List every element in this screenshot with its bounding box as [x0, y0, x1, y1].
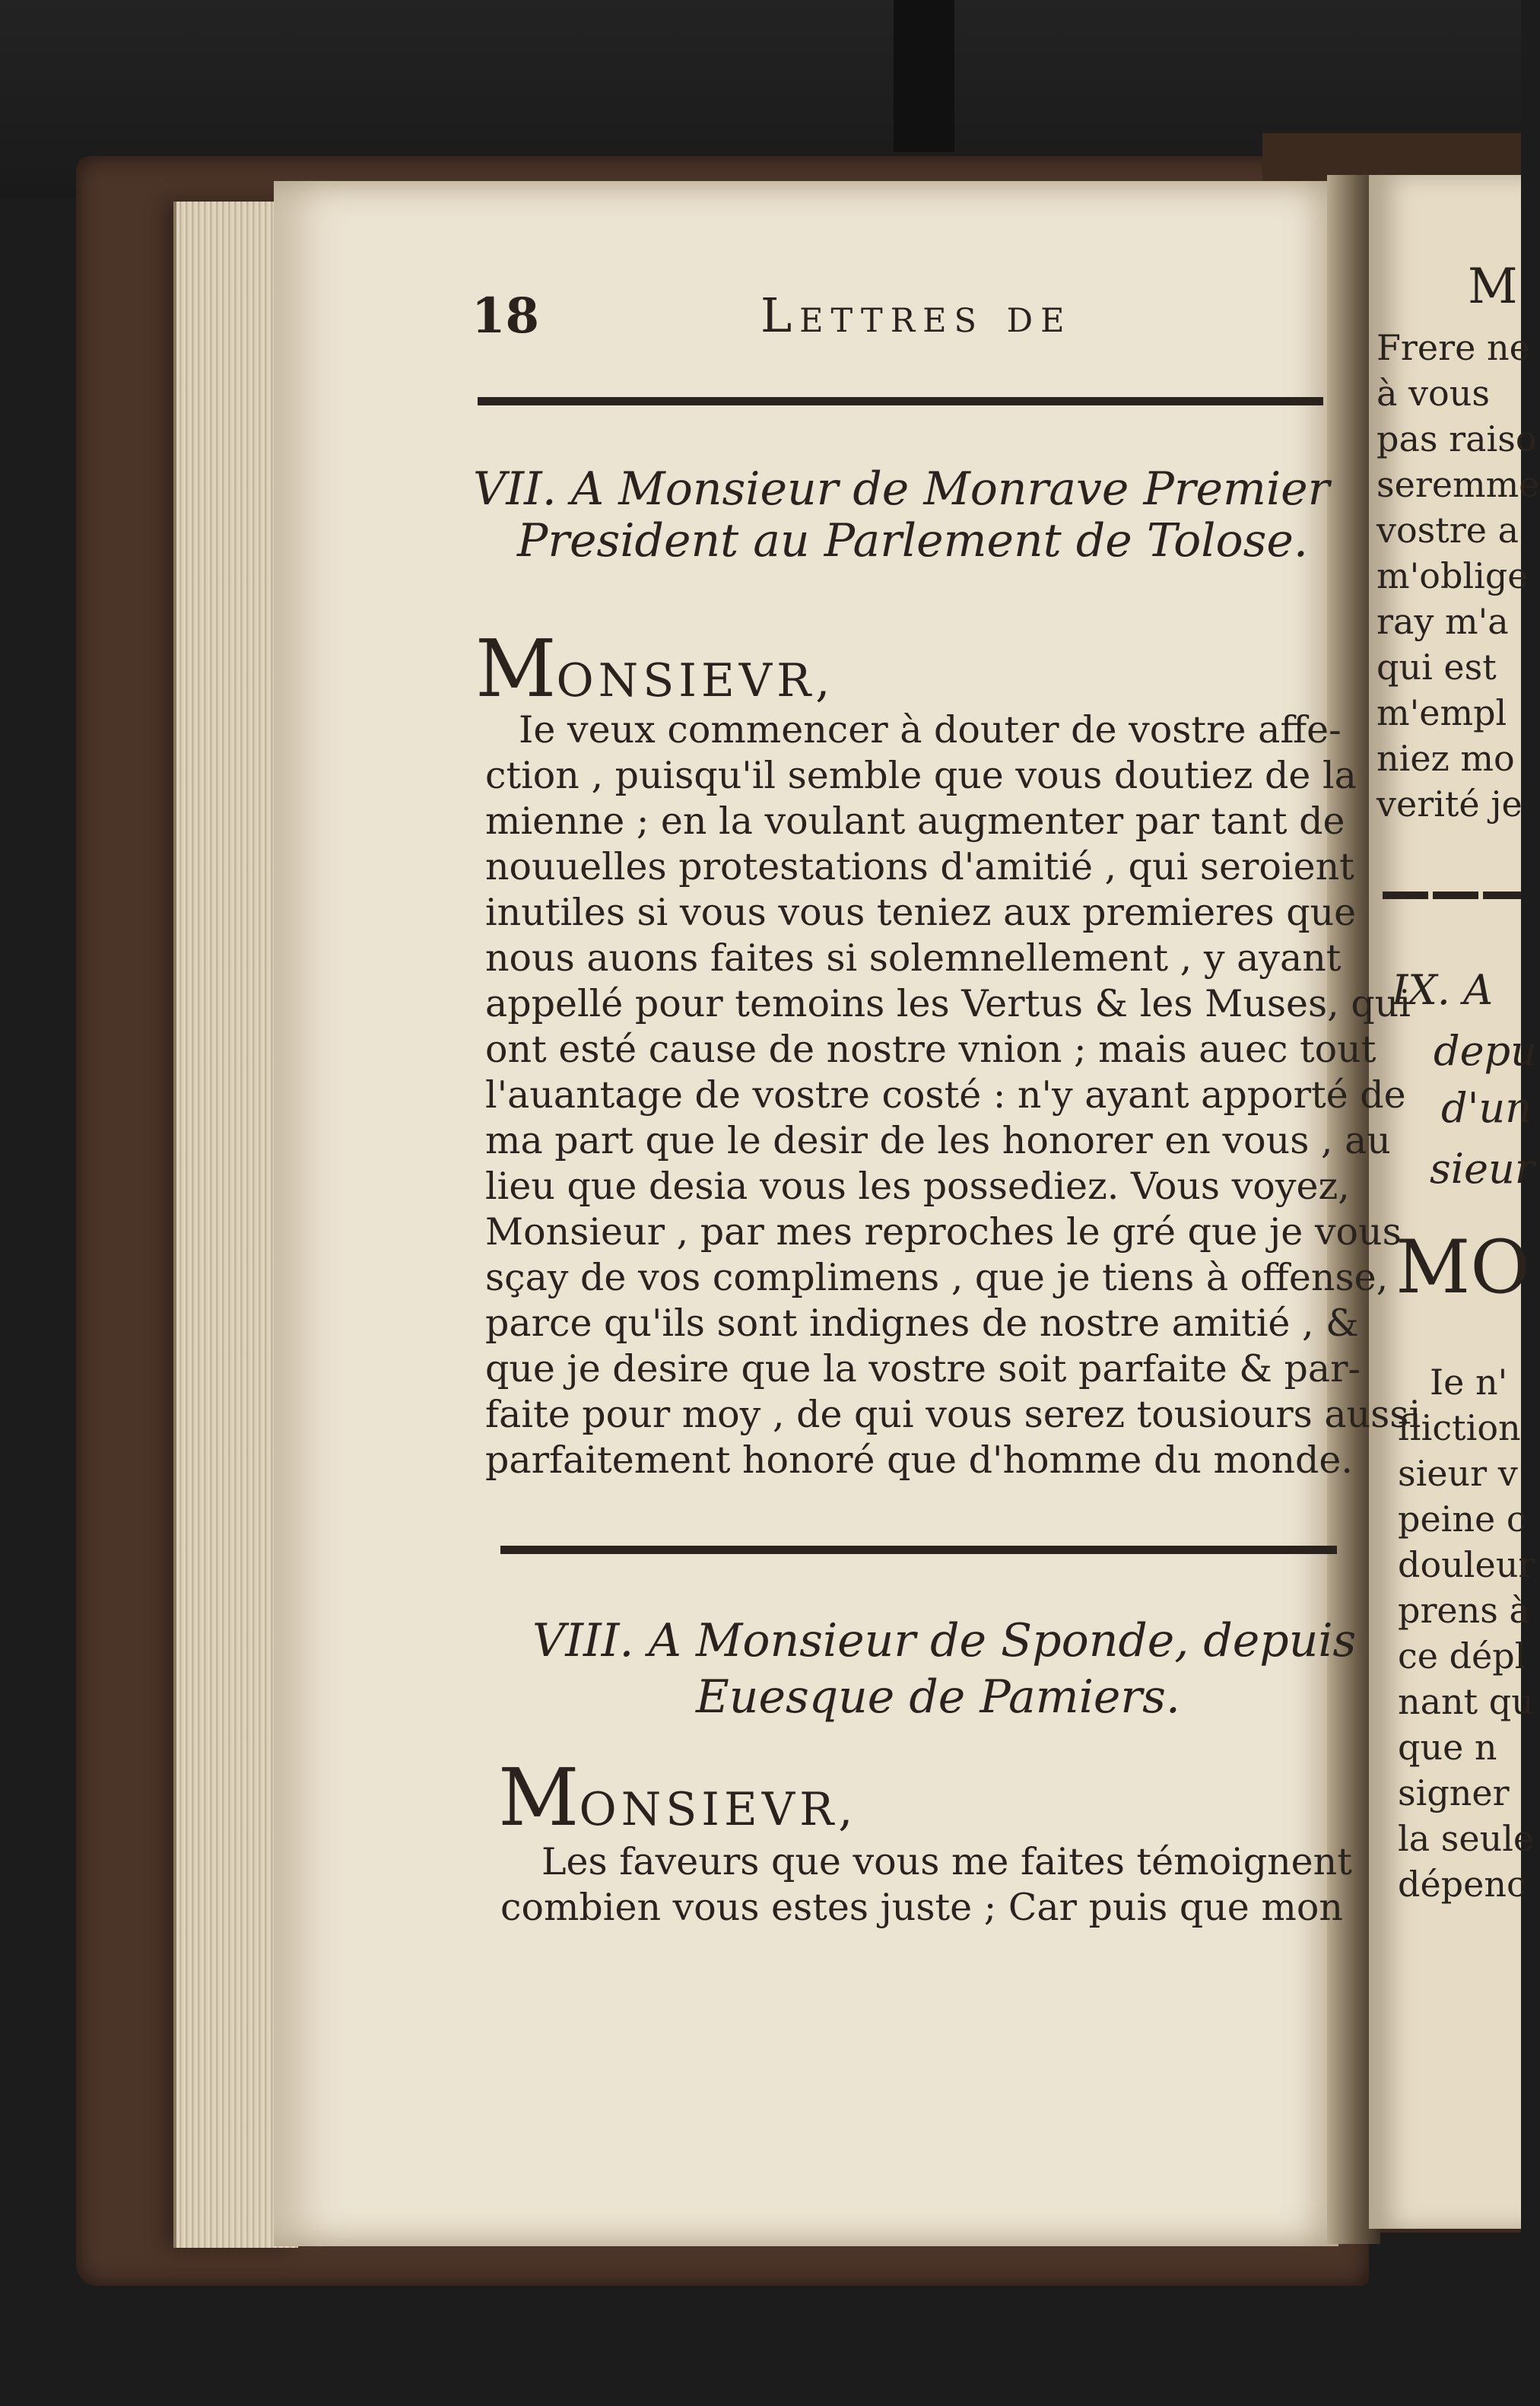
text-line: parce qu'ils sont indignes de nostre amitié , &: [485, 1302, 1359, 1345]
text-line: sçay de vos complimens , que je tiens à offense,: [485, 1256, 1389, 1299]
letter-viii-heading-line2: Euesque de Pamiers.: [696, 1670, 1180, 1724]
right-text-line: sieur v: [1398, 1453, 1518, 1494]
right-heading-line: IX. A: [1392, 966, 1494, 1014]
text-line: l'auantage de vostre costé : n'y ayant apporté de: [485, 1073, 1406, 1117]
right-text-line: seremme: [1376, 464, 1540, 505]
right-heading-line: sieur: [1430, 1145, 1535, 1193]
text-line: ma part que le desir de les honorer en vous , au: [485, 1119, 1391, 1162]
text-line: ction , puisqu'il semble que vous doutiez de la: [485, 754, 1357, 797]
text-line: ont esté cause de nostre vnion ; mais auec tout: [485, 1028, 1376, 1071]
right-text-line: peine c: [1398, 1499, 1526, 1540]
section-rule: [478, 397, 1323, 405]
letter-vii-salutation: [475, 622, 834, 715]
right-text-line: la seule: [1398, 1818, 1535, 1859]
text-line: faite pour moy , de qui vous serez tousiours aussi: [485, 1393, 1421, 1436]
text-line: nouuelles protestations d'amitié , qui seroient: [485, 845, 1354, 888]
right-text-line: qui est: [1376, 647, 1497, 688]
right-text-line: verité je: [1376, 783, 1523, 825]
text-line: Ie veux commencer à douter de vostre affe-: [519, 708, 1342, 752]
right-text-line: prens à: [1398, 1590, 1530, 1631]
text-line: nous auons faites si solemnellement , y ayant: [485, 936, 1342, 980]
salutation-text: ONSIEVR,: [579, 1783, 858, 1836]
right-heading-line: d'un: [1441, 1084, 1532, 1132]
letter-vii-heading-line2: President au Parlement de Tolose.: [517, 514, 1308, 567]
right-text-line: vostre a: [1376, 510, 1519, 551]
right-text-line: à vous: [1376, 373, 1490, 414]
right-text-line: douleur: [1398, 1544, 1535, 1585]
right-text-line: Frere ne: [1376, 327, 1530, 368]
right-text-line: que n: [1398, 1727, 1497, 1768]
right-text-line: fliction: [1398, 1407, 1521, 1448]
right-text-line: pas raiso: [1376, 418, 1537, 459]
text-line: mienne ; en la voulant augmenter par tant de: [485, 799, 1345, 843]
page-number: 18: [472, 288, 540, 345]
section-rule: [500, 1546, 1337, 1554]
right-text-line: nant qu: [1398, 1681, 1534, 1722]
right-text-line: dépenc: [1398, 1864, 1526, 1905]
right-heading-line: depu: [1434, 1027, 1537, 1075]
drop-cap: M: [475, 622, 557, 715]
drop-cap: M: [498, 1751, 579, 1844]
text-line: Monsieur , par mes reproches le gré que je vous: [485, 1210, 1402, 1254]
text-line: appellé pour temoins les Vertus & les Muses, qui: [485, 982, 1411, 1025]
right-salutation: MO: [1396, 1225, 1530, 1310]
salutation-text: ONSIEVR,: [556, 654, 835, 707]
text-line: inutiles si vous vous teniez aux premieres que: [485, 891, 1357, 934]
text-line: que je desire que la vostre soit parfaite & par-: [485, 1347, 1361, 1391]
letter-viii-salutation: [498, 1751, 857, 1844]
right-running-head: M: [1468, 259, 1518, 315]
background-band: [894, 0, 954, 152]
right-text-line: ce dépl: [1398, 1635, 1526, 1677]
text-line: Les faveurs que vous me faites témoignent: [541, 1840, 1352, 1883]
right-text-line: m'oblige: [1376, 555, 1529, 596]
running-head: Lettres de: [760, 288, 1072, 343]
right-section-rule: [1383, 892, 1521, 899]
text-line: lieu que desia vous les possediez. Vous voyez,: [485, 1165, 1350, 1208]
right-text-line: signer: [1398, 1772, 1510, 1813]
right-text-line: Ie n': [1430, 1362, 1508, 1403]
right-text-line: m'empl: [1376, 692, 1507, 733]
right-text-line: ray m'a: [1376, 601, 1509, 642]
text-line: combien vous estes juste ; Car puis que mon: [500, 1886, 1343, 1929]
right-text-line: niez mo: [1376, 738, 1515, 779]
letter-vii-heading-line1: VII. A Monsieur de Monrave Premier: [473, 462, 1330, 516]
letter-viii-heading-line1: VIII. A Monsieur de Sponde, depuis: [532, 1614, 1357, 1667]
text-line: parfaitement honoré que d'homme du monde.: [485, 1438, 1353, 1482]
